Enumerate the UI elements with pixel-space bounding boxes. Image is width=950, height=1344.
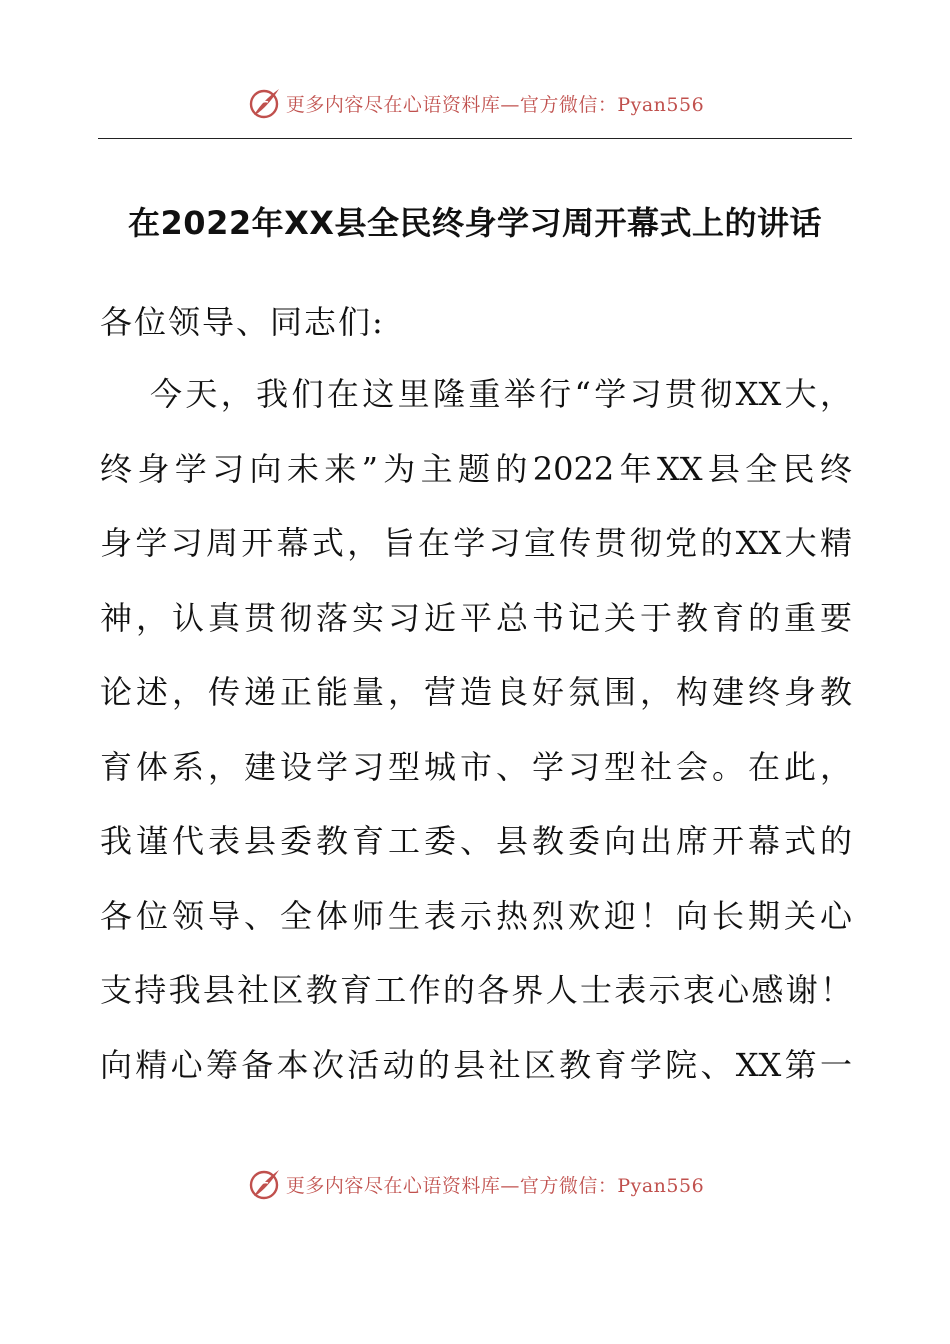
body-line: 各位领导、全体师生表示热烈欢迎！向长期关心 [100,896,852,935]
footer-banner-text: 更多内容尽在心语资料库—官方微信：Pyan556 [285,1174,705,1197]
header-banner [0,83,950,123]
body-line: 终身学习向未来”为主题的2022年XX县全民终 [100,449,852,488]
body-line: 论述，传递正能量，营造良好氛围，构建终身教 [100,673,852,711]
body-line: 我谨代表县委教育工委、县教委向出席开幕式的 [100,822,852,860]
body-line: 身学习周开幕式，旨在学习宣传贯彻党的XX大精 [100,524,852,562]
salutation: 各位领导、同志们: [100,303,385,341]
document-title: 在2022年XX县全民终身学习周开幕式上的讲话 [128,204,822,242]
quill-pen-logo-icon [246,85,282,121]
header-banner-text: 更多内容尽在心语资料库—官方微信：Pyan556 [285,93,705,116]
footer-banner [0,1164,950,1204]
speech-body [100,367,852,1112]
quill-pen-logo-icon [246,1166,282,1202]
body-line: 育体系，建设学习型城市、学习型社会。在此， [100,747,852,786]
body-line: 向精心筹备本次活动的县社区教育学院、XX第一 [100,1045,852,1084]
body-line: 支持我县社区教育工作的各界人士表示衷心感谢！ [100,971,852,1009]
body-line: 今天，我们在这里隆重举行“学习贯彻XX大， [150,375,852,413]
body-line: 神，认真贯彻落实习近平总书记关于教育的重要 [100,598,852,637]
header-divider [98,138,852,139]
